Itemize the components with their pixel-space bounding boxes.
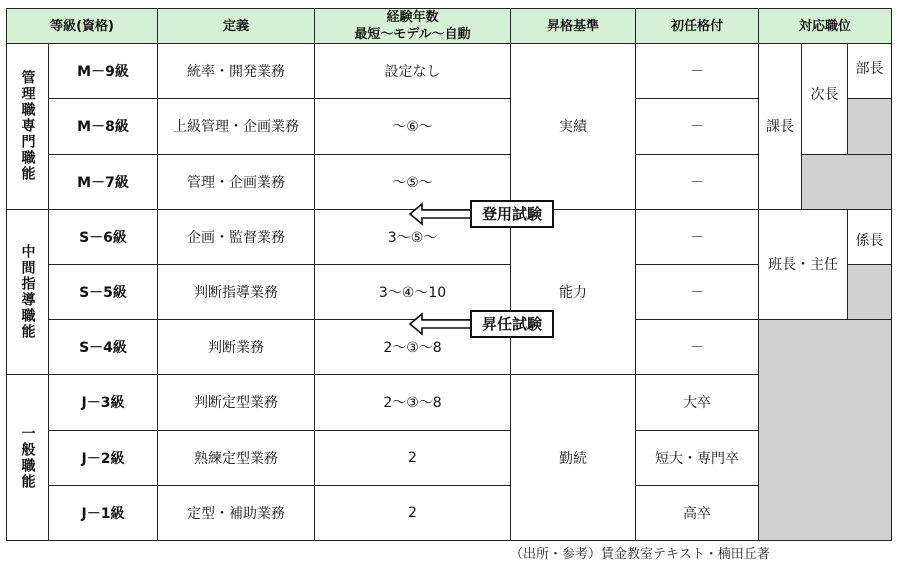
- grade-cell: S－5級: [49, 264, 158, 319]
- grade-cell: M－8級: [49, 99, 158, 154]
- header-grade: 等級(資格): [7, 9, 158, 44]
- empty-position-cell: [848, 264, 892, 319]
- initial-cell: 大卒: [636, 375, 759, 430]
- position-bucho: 部長: [848, 44, 892, 99]
- header-criteria: 昇格基準: [511, 9, 636, 44]
- callout-label: 昇任試験: [470, 310, 554, 338]
- initial-cell: －: [636, 209, 759, 264]
- left-arrow-icon: [408, 310, 478, 338]
- definition-cell: 判断業務: [158, 320, 315, 375]
- initial-cell: 高卒: [636, 485, 759, 540]
- years-cell: 2: [315, 430, 511, 485]
- category-management: 管理職専門職能: [7, 44, 49, 210]
- empty-position-cell: [802, 154, 892, 209]
- initial-cell: －: [636, 99, 759, 154]
- criteria-middle: 能力: [511, 209, 636, 375]
- years-cell: ～⑥～: [315, 99, 511, 154]
- header-row: [7, 9, 892, 44]
- definition-cell: 熟練定型業務: [158, 430, 315, 485]
- header-positions: 対応職位: [759, 9, 892, 44]
- years-cell: 3～⑤～: [315, 209, 511, 264]
- header-years-line1: 経験年数: [386, 10, 439, 26]
- initial-cell: －: [636, 44, 759, 99]
- header-initial: 初任格付: [636, 9, 759, 44]
- definition-cell: 判断定型業務: [158, 375, 315, 430]
- definition-cell: 企画・監督業務: [158, 209, 315, 264]
- grade-cell: M－7級: [49, 154, 158, 209]
- definition-cell: 統率・開発業務: [158, 44, 315, 99]
- years-cell: 2～③～8: [315, 320, 511, 375]
- initial-cell: 短大・専門卒: [636, 430, 759, 485]
- position-kacho: 課長: [759, 44, 802, 210]
- header-years-line2: 最短～モデル～自動: [354, 27, 471, 43]
- initial-cell: －: [636, 264, 759, 319]
- years-cell: ～⑤～: [315, 154, 511, 209]
- criteria-management: 実績: [511, 44, 636, 210]
- grade-cell: S－6級: [49, 209, 158, 264]
- initial-cell: －: [636, 154, 759, 209]
- years-cell: 3～④～10: [315, 264, 511, 319]
- header-years: [315, 9, 511, 44]
- definition-cell: 判断指導業務: [158, 264, 315, 319]
- grade-cell: S－4級: [49, 320, 158, 375]
- left-arrow-icon: [408, 200, 478, 228]
- definition-cell: 定型・補助業務: [158, 485, 315, 540]
- callout-label: 登用試験: [470, 200, 554, 228]
- initial-cell: －: [636, 320, 759, 375]
- criteria-general: 勤続: [511, 375, 636, 541]
- grade-cell: J－2級: [49, 430, 158, 485]
- callout-advancement-exam: [408, 310, 584, 338]
- position-kakaricho: 係長: [848, 209, 892, 264]
- definition-cell: 上級管理・企画業務: [158, 99, 315, 154]
- grade-cell: M－9級: [49, 44, 158, 99]
- header-definition: 定義: [158, 9, 315, 44]
- years-cell: 設定なし: [315, 44, 511, 99]
- empty-position-cell: [848, 99, 892, 154]
- position-hancho: 班長・主任: [759, 209, 848, 319]
- category-general: 一般職能: [7, 375, 49, 541]
- position-jicho: 次長: [802, 44, 848, 154]
- empty-position-cell: [759, 320, 892, 541]
- definition-cell: 管理・企画業務: [158, 154, 315, 209]
- category-middle: 中間指導職能: [7, 209, 49, 375]
- callout-promotion-exam: [408, 200, 584, 228]
- grade-cell: J－3級: [49, 375, 158, 430]
- years-cell: 2: [315, 485, 511, 540]
- table-row: [7, 44, 892, 99]
- years-cell: 2～③～8: [315, 375, 511, 430]
- source-note: （出所・参考）賃金教室テキスト・楠田丘著: [510, 547, 770, 562]
- grade-cell: J－1級: [49, 485, 158, 540]
- grade-table: [6, 8, 892, 541]
